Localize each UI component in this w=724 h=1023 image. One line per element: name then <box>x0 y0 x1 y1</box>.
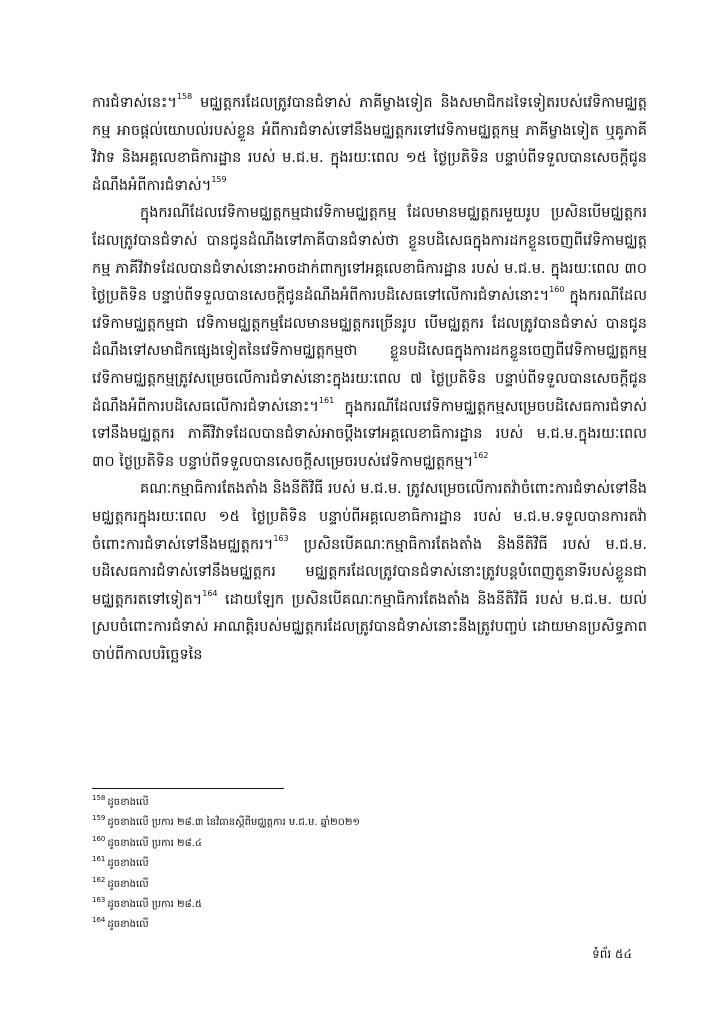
footnote-number: 158 <box>92 794 106 802</box>
paragraph <box>92 90 647 200</box>
footnote-reference: 158 <box>176 92 193 101</box>
footnote-number: 160 <box>92 834 106 843</box>
paragraph-text: គណៈកម្មាធិការតែងតាំង និងនីតិវិធី របស់ ម.ជ.ម. ត្រូវសម្រេចលើការតវ៉ាចំពោះការជំទាស់ទៅនឹងមជ្ឈត្តករក្នុងរយៈពេល ១៥ ថ្ងៃប្រតិទិន បន្ទាប់ពីអគ្គលេខាធិការដ្ឋាន របស់ ម.ជ.ម.ទទួលបានការតវ៉ា ចំពោះការជំទាស់ទៅនឹងមជ្ឈត្តករ។ <box>92 481 647 553</box>
footnote <box>92 875 652 895</box>
footnote-divider <box>92 788 284 789</box>
paragraph-text: ក្នុងករណីដែលវេទិកាមជ្ឈត្តកម្មជាវេទិកាមជ្ឈត្តកម្ម ដែលមានមជ្ឈត្តករមួយរូប ប្រសិនបើមជ្ឈត្តករដែលត្រូវបានជំទាស់ បានជូនដំណឹងទៅភាគីបានជំទាស់ថា ខ្លួនបដិសេធក្នុងការដកខ្លួនចេញពីវេទិកាមជ្ឈត្តកម្ម ភាគីវិវាទដែលបានជំទាស់នោះអាចដាក់ពាក្យទៅអគ្គលេខាធិការដ្ឋាន របស់ ម.ជ.ម. ក្នុងរយៈពេល ៣០ ថ្ងៃប្រតិទិន បន្ទាប់ពីទទួលបានសេចក្តីជូនដំណឹងអំពីការបដិសេធទៅលើការជំទាស់នោះ។ <box>92 205 647 305</box>
footnote-text: ដូចខាងលើ <box>107 919 149 931</box>
footnote-text: ដូចខាងលើ <box>107 878 149 890</box>
footnote-number: 164 <box>92 916 106 925</box>
paragraph-text: ក្នុងករណីដែលវេទិកាមជ្ឈត្តកម្មសម្រេចបដិសេធការជំទាស់ទៅនឹងមជ្ឈត្តករ ភាគីវិវាទដែលបានជំទាស់អាចប្តឹងទៅអគ្គលេខាធិការដ្ឋាន របស់ ម.ជ.ម.ក្នុងរយៈពេល ៣០ ថ្ងៃប្រតិទិន បន្ទាប់ពីទទួលបានសេចក្តីសម្រេចរបស់វេទិកាមជ្ឈត្តកម្ម។ <box>92 398 647 470</box>
paragraph-text: ដោយឡែក ប្រសិនបើគណៈកម្មាធិការតែងតាំង និងនីតិវិធី របស់ ម.ជ.ម. យល់ស្របចំពោះការជំទាស់ អាណត្តិរបស់មជ្ឈត្តករដែលត្រូវបានជំទាស់នោះនឹងត្រូវបញ្ចប់ ដោយមានប្រសិទ្ធភាពចាប់ពីកាលបរិច្ឆេទនៃ <box>92 591 647 663</box>
paragraph <box>92 200 647 476</box>
footnote <box>92 834 652 854</box>
footnote-number: 159 <box>92 814 106 823</box>
footnote-number: 161 <box>92 855 106 864</box>
paragraph-text: ការជំទាស់នេះ។ <box>92 95 177 111</box>
footnote <box>92 813 652 833</box>
footnote-reference: 164 <box>202 588 218 598</box>
paragraph <box>92 476 647 669</box>
footnote <box>92 854 652 874</box>
paragraph-text: មជ្ឈត្តករដែលត្រូវបានជំទាស់ ភាគីម្ខាងទៀត និងសមាជិកដទៃទៀតរបស់វេទិកាមជ្ឈត្តកម្ម អាចផ្តល់យោបល់របស់ខ្លួន អំពីការជំទាស់ទៅនឹងមជ្ឈត្តករទៅវេទិកាមជ្ឈត្តកម្ម ភាគីម្ខាងទៀត ឬគូភាគីវិវាទ និងអគ្គលេខាធិការដ្ឋាន របស់ ម.ជ.ម. ក្នុងរយៈពេល ១៥ ថ្ងៃប្រតិទិន បន្ទាប់ពីទទួលបានសេចក្តីជូនដំណឹងអំពីការជំទាស់។ <box>92 95 647 194</box>
footnote-reference: 161 <box>318 395 335 405</box>
footnote-number: 162 <box>92 875 106 884</box>
footnote-reference: 160 <box>549 285 565 295</box>
footnote-reference: 163 <box>273 533 289 543</box>
footnote <box>92 793 652 813</box>
footnote-text: ដូចខាងលើ <box>107 797 149 808</box>
footnote-text: ដូចខាងលើ <box>107 858 149 870</box>
footnote-text: ដូចខាងលើ ប្រការ ២៨.៣ នៃវិធានស្តីពីមជ្ឈត្តការ ម.ជ.ម. ឆ្នាំ២០២១ <box>107 817 360 829</box>
footnote-number: 163 <box>92 896 106 905</box>
footnote <box>92 915 652 935</box>
footnote <box>92 895 652 915</box>
footnotes <box>92 793 652 936</box>
paragraph-text: ប្រសិនបើគណៈកម្មាធិការតែងតាំង និងនីតិវិធី របស់ ម.ជ.ម. បដិសេធការជំទាស់ទៅនឹងមជ្ឈត្តករ មជ្ឈត្តករដែលត្រូវបានជំទាស់នោះត្រូវបន្តបំពេញតួនាទីរបស់ខ្លួនជាមជ្ឈត្តករតទៅទៀត។ <box>92 536 647 608</box>
page-number: ទំព័រ ៥៤ <box>592 947 632 961</box>
footnote-reference: 162 <box>473 450 489 460</box>
paragraph-text: ក្នុងករណីដែលវេទិកាមជ្ឈត្តកម្មជា វេទិកាមជ្ឈត្តកម្មដែលមានមជ្ឈត្តករច្រើនរូប បើមជ្ឈត្តករ ដែលត្រូវបានជំទាស់ បានជូនដំណឹងទៅសមាជិកផ្សេងទៀតនៃវេទិកាមជ្ឈត្តកម្មថា ខ្លួនបដិសេធក្នុងការដកខ្លួនចេញពីវេទិកាមជ្ឈត្តកម្ម វេទិកាមជ្ឈត្តកម្មត្រូវសម្រេចលើការជំទាស់នោះក្នុងរយៈពេល ៧ ថ្ងៃប្រតិទិន បន្ទាប់ពីទទួលបានសេចក្តីជូនដំណឹងអំពីការបដិសេធលើការជំទាស់នោះ។ <box>92 288 648 415</box>
footnote-text: ដូចខាងលើ ប្រការ ២៨.៤ <box>107 837 202 849</box>
footnote-text: ដូចខាងលើ ប្រការ ២៨.៥ <box>107 899 202 911</box>
body-text <box>92 90 647 669</box>
footnote-reference: 159 <box>211 174 227 184</box>
